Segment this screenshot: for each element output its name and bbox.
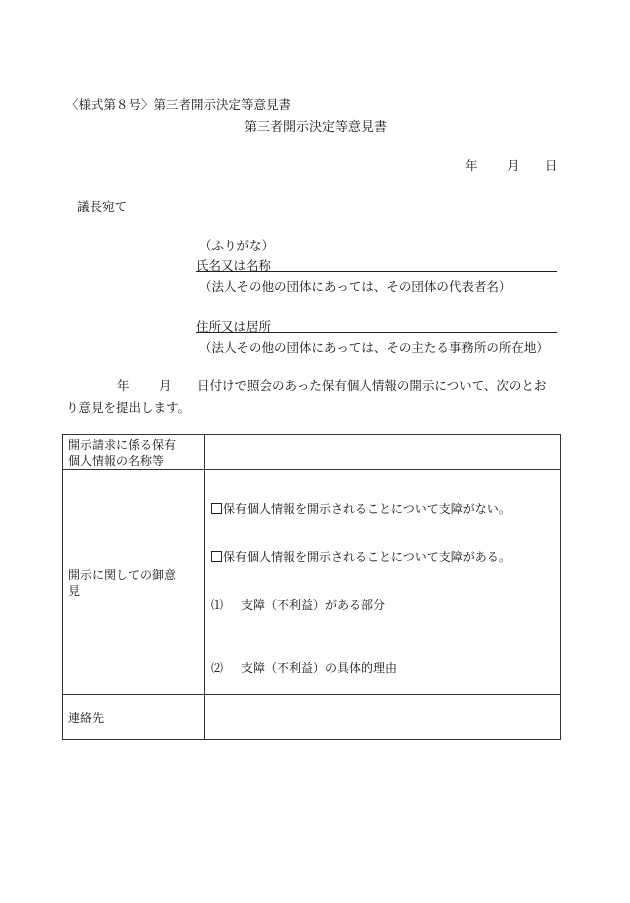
furigana-label: （ふりがな） xyxy=(199,238,275,253)
checkbox-icon[interactable] xyxy=(211,503,222,514)
body-year: 年 xyxy=(117,378,130,393)
info-name-label-2: 個人情報の名称等 xyxy=(68,454,165,468)
table-label-cell xyxy=(63,435,205,470)
item-1-text: 支障（不利益）がある部分 xyxy=(241,598,386,612)
table-row xyxy=(63,695,561,740)
table-label-cell xyxy=(63,695,205,740)
item-1 xyxy=(211,597,385,613)
date-day: 日 xyxy=(545,158,558,173)
option-issue[interactable] xyxy=(211,549,511,565)
checkbox-icon[interactable] xyxy=(211,551,222,562)
addressee: 議長宛て xyxy=(77,199,128,214)
name-label: 氏名又は名称 xyxy=(196,258,272,273)
body-line1: 日付けで照会のあった保有個人情報の開示について、次のとお xyxy=(197,378,547,393)
table-row xyxy=(63,435,561,470)
address-field[interactable] xyxy=(196,317,557,333)
option-issue-label: 保有個人情報を開示されることについて支障がある。 xyxy=(223,550,511,564)
option-no-issue-label: 保有個人情報を開示されることについて支障がない。 xyxy=(223,502,511,516)
address-note: （法人その他の団体にあっては、その主たる事務所の所在地） xyxy=(199,340,549,355)
date-year: 年 xyxy=(465,158,478,173)
item-2-number: ⑵ xyxy=(211,661,224,675)
info-name-label-1: 開示請求に係る保有 xyxy=(68,438,177,452)
table-row xyxy=(63,470,561,695)
info-name-field[interactable] xyxy=(205,435,561,470)
body-line2: り意見を提出します。 xyxy=(66,400,191,415)
document-title: 第三者開示決定等意見書 xyxy=(244,120,388,135)
contact-field[interactable] xyxy=(205,695,561,740)
opinion-label-2: 見 xyxy=(68,584,81,598)
option-no-issue[interactable] xyxy=(211,501,511,517)
contact-label: 連絡先 xyxy=(68,711,105,725)
name-note: （法人その他の団体にあっては、その団体の代表者名） xyxy=(199,279,512,294)
name-field[interactable] xyxy=(196,256,557,272)
item-1-number: ⑴ xyxy=(211,598,224,612)
opinion-table xyxy=(62,434,561,740)
item-2-text: 支障（不利益）の具体的理由 xyxy=(241,661,398,675)
body-month: 月 xyxy=(159,378,172,393)
opinion-label-1: 開示に関しての御意 xyxy=(68,568,177,582)
form-header: 〈様式第８号〉第三者開示決定等意見書 xyxy=(66,97,292,112)
address-label: 住所又は居所 xyxy=(196,319,272,334)
date-month: 月 xyxy=(507,158,520,173)
table-label-cell xyxy=(63,470,205,695)
opinion-cell xyxy=(205,470,561,695)
item-2 xyxy=(211,660,397,676)
